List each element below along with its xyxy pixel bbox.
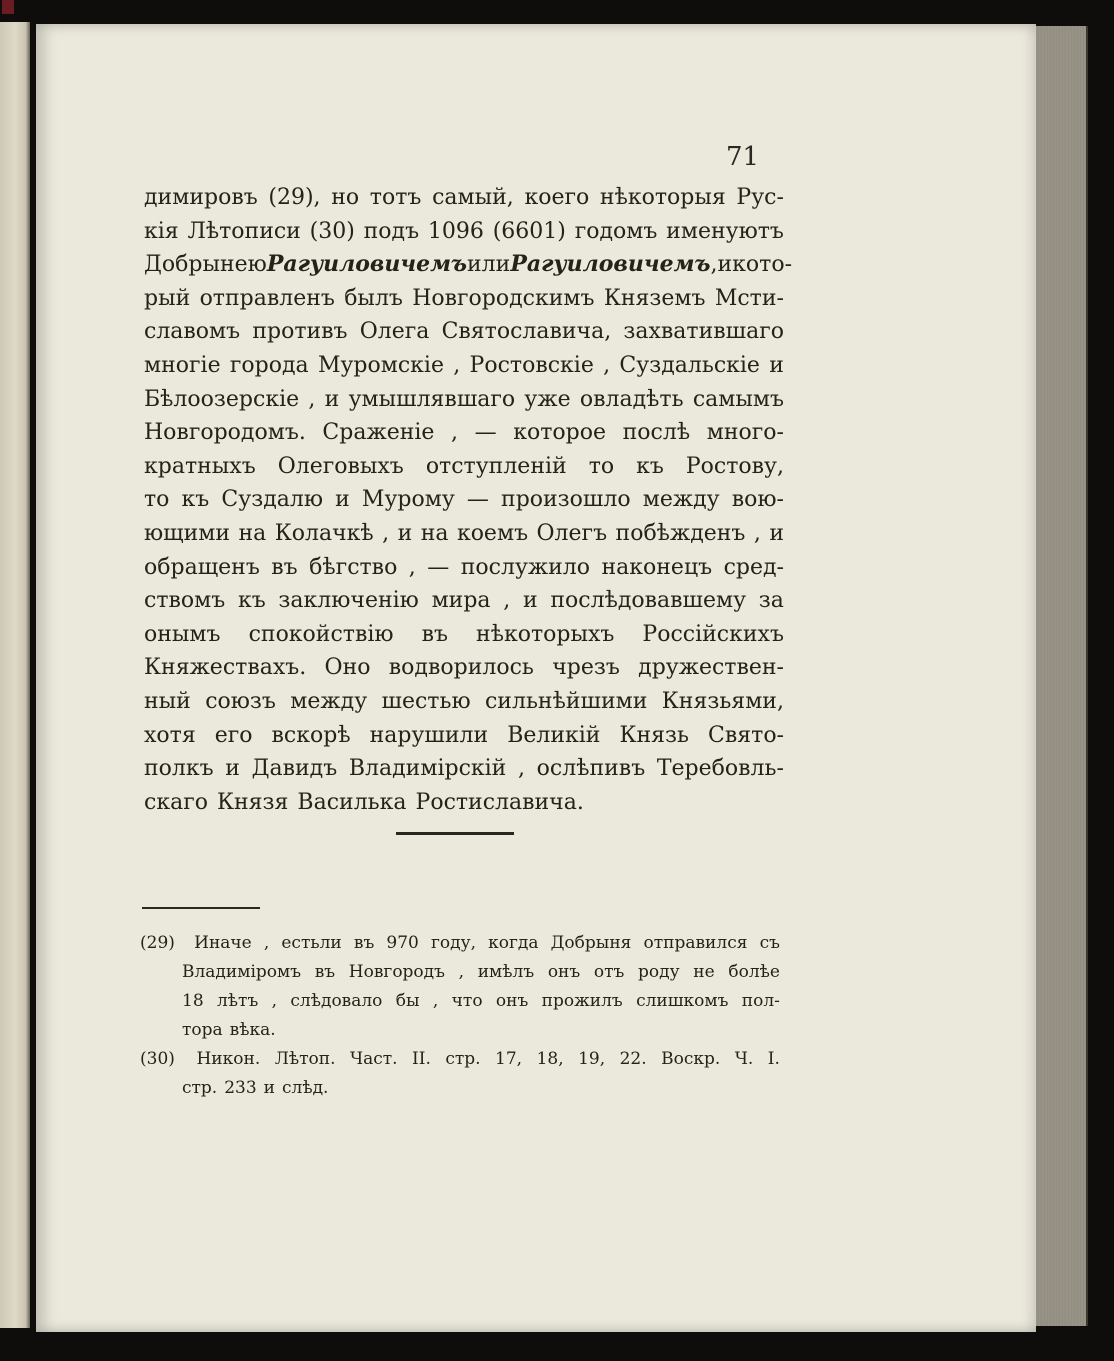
footnote-word: стр.	[182, 1078, 218, 1098]
word: ,	[308, 386, 316, 412]
word: Княжествахъ.	[144, 655, 307, 681]
footnote-word: онъ	[547, 962, 581, 982]
word: и	[225, 756, 240, 782]
word: —	[466, 487, 489, 513]
footnote-separator-rule	[142, 907, 260, 909]
word: Муромскіе	[317, 352, 444, 378]
word: отправленъ	[199, 285, 335, 311]
footnote-word: Добрыня	[550, 933, 632, 953]
footnote-word: 233	[224, 1078, 257, 1098]
word: или	[467, 252, 511, 278]
word: —	[427, 554, 450, 580]
footnote-word: ,	[458, 962, 465, 982]
word: но	[331, 185, 360, 210]
text-line	[144, 719, 784, 753]
footnote-word: 18,	[536, 1049, 564, 1069]
footnote-word: имѣлъ	[477, 962, 535, 982]
word: годомъ	[574, 218, 658, 244]
word: къ	[181, 487, 210, 513]
text-line	[144, 551, 784, 585]
text-line	[144, 685, 784, 719]
footnote-word: онъ	[495, 991, 529, 1011]
footnote-line	[140, 1074, 780, 1103]
word: самымъ	[692, 386, 784, 412]
word: Теребовль-	[656, 756, 784, 782]
word: (29),	[268, 185, 321, 210]
word: Князя	[216, 789, 289, 815]
word: Добрынею	[144, 252, 267, 278]
footnote-word: Част.	[349, 1049, 398, 1069]
word: кото-	[732, 252, 793, 278]
footnote-word: пол-	[741, 991, 780, 1011]
word: ,	[603, 352, 611, 378]
word: къ	[636, 453, 664, 479]
word: многіе	[144, 352, 221, 378]
word: Святославича,	[441, 319, 612, 345]
word: Князьями,	[661, 688, 784, 714]
word: ющими	[144, 520, 231, 546]
word: спокойствію	[248, 621, 394, 647]
main-text	[144, 181, 793, 819]
word: противъ	[252, 319, 348, 345]
footnote-word: болѣе	[728, 962, 780, 982]
word: ,	[451, 420, 459, 446]
word: Рус-	[736, 185, 784, 210]
footnote-marker: (29)	[140, 933, 175, 953]
word: Суздальскіе	[619, 352, 760, 378]
word: 1096	[427, 218, 484, 244]
footnote-word: 19,	[578, 1049, 606, 1069]
text-line	[144, 282, 784, 316]
footnote-word: Ч.	[734, 1049, 754, 1069]
word: ,	[503, 588, 511, 614]
footnote-word: лѣтъ	[217, 991, 259, 1011]
ribbon-marker	[2, 0, 14, 14]
word: коемъ	[456, 520, 529, 546]
word: въ	[271, 554, 298, 580]
footnote-word: году,	[430, 933, 476, 953]
word: чрезъ	[552, 655, 620, 681]
footnote-word: естьли	[281, 933, 342, 953]
word: Олега	[359, 319, 430, 345]
text-line	[144, 483, 784, 517]
footnote-word: въ	[314, 962, 336, 982]
word: побѣжденъ	[615, 520, 746, 546]
page-block-edge	[1030, 26, 1088, 1326]
word: водворилось	[388, 655, 534, 681]
word: Новгородомъ.	[144, 420, 306, 446]
footnote-word: вѣка.	[229, 1020, 276, 1040]
text-line	[144, 450, 784, 484]
word: произошло	[501, 487, 631, 513]
word: Рагуиловичемъ	[510, 251, 711, 278]
footnote-word: 17,	[495, 1049, 523, 1069]
text-line	[144, 752, 784, 786]
word: сред-	[723, 554, 784, 580]
word: послужило	[460, 554, 591, 580]
word: ,	[710, 252, 718, 278]
word: Ростову,	[685, 453, 784, 479]
footnote-word: что	[451, 991, 483, 1011]
footnote-word: прожилъ	[541, 991, 623, 1011]
word: на	[420, 520, 449, 546]
word: то	[588, 453, 615, 479]
footnote-word: 22.	[619, 1049, 647, 1069]
word: и	[522, 588, 538, 614]
footnote-word: стр.	[445, 1049, 481, 1069]
word: уже	[524, 386, 571, 412]
footnote-word: ,	[432, 991, 439, 1011]
word: димировъ	[144, 185, 258, 210]
word: Давидъ	[251, 756, 338, 782]
word: дружествен-	[638, 655, 784, 681]
text-line	[144, 383, 784, 417]
footnote-line	[140, 1016, 780, 1045]
footnote-line	[140, 987, 780, 1016]
text-line	[144, 584, 784, 618]
text-line	[144, 215, 784, 249]
word: рый	[144, 285, 191, 311]
word: Княземъ	[603, 285, 706, 311]
footnote-word: роду	[638, 962, 680, 982]
word: бѣгство	[309, 554, 398, 580]
word: города	[229, 352, 309, 378]
word: Мсти-	[714, 285, 784, 311]
word: заключенію	[278, 588, 419, 614]
word: (30)	[309, 218, 355, 244]
word: (6601)	[492, 218, 566, 244]
text-line	[144, 181, 784, 215]
footnotes	[140, 929, 780, 1103]
word: вскорѣ	[271, 722, 351, 748]
word: кратныхъ	[144, 453, 256, 479]
footnote-word: отъ	[593, 962, 625, 982]
word: много-	[706, 420, 784, 446]
footnote-word: Новгородъ	[348, 962, 445, 982]
word: Россійскихъ	[642, 621, 784, 647]
word: Сраженіе	[322, 420, 435, 446]
word: овладѣть	[579, 386, 684, 412]
word: Владимірскій	[348, 756, 507, 782]
footnote-word: тора	[182, 1020, 223, 1040]
footnote-word: когда	[488, 933, 539, 953]
word: славомъ	[144, 319, 241, 345]
text-line	[144, 618, 784, 652]
footnote-line	[140, 929, 780, 958]
word: ослѣпивъ	[536, 756, 646, 782]
word: отступленій	[425, 453, 567, 479]
word: союзъ	[205, 688, 276, 714]
word: ,	[408, 554, 416, 580]
section-divider-rule	[396, 832, 514, 835]
footnote-word: 18	[182, 991, 204, 1011]
word: въ	[421, 621, 448, 647]
footnote-word: Воскр.	[661, 1049, 721, 1069]
footnote-word: Никон.	[196, 1049, 261, 1069]
book-page	[36, 24, 1036, 1332]
word: мира	[431, 588, 491, 614]
footnote-word: слѣдовало	[290, 991, 383, 1011]
footnote-word: отправился	[643, 933, 748, 953]
word: Лѣтописи	[187, 218, 301, 244]
word: подъ	[363, 218, 420, 244]
footnote-word: бы	[395, 991, 420, 1011]
word: ,	[753, 520, 761, 546]
word: и	[324, 386, 340, 412]
word: и	[769, 352, 784, 378]
word: былъ	[344, 285, 403, 311]
footnote-word: Лѣтоп.	[274, 1049, 336, 1069]
word: между	[642, 487, 720, 513]
word: послѣдовавшему	[550, 588, 747, 614]
word: Олегъ	[536, 520, 608, 546]
word: полкъ	[144, 756, 214, 782]
word: и	[769, 520, 784, 546]
text-line	[144, 651, 784, 685]
word: Бѣлоозерскіе	[144, 386, 300, 412]
word: Ростиславича.	[415, 789, 584, 815]
footnote-marker: (30)	[140, 1049, 175, 1069]
word: кія	[144, 218, 179, 244]
footnote-word: не	[693, 962, 715, 982]
word: между	[290, 688, 368, 714]
word: вою-	[731, 487, 784, 513]
word: Князь	[619, 722, 690, 748]
word: захватившаго	[623, 319, 784, 345]
footnote-word: Владиміромъ	[182, 962, 302, 982]
word: шестью	[381, 688, 471, 714]
word: хотя	[144, 722, 196, 748]
word: Ростовскіе	[469, 352, 594, 378]
word: Рагуиловичемъ	[266, 251, 467, 278]
word: его	[214, 722, 253, 748]
word: Олеговыхъ	[277, 453, 404, 479]
word: Оно	[324, 655, 371, 681]
word: къ	[237, 588, 266, 614]
footnote-word: съ	[759, 933, 780, 953]
left-facing-page	[0, 22, 30, 1328]
word: Колачкѣ	[274, 520, 374, 546]
word: нарушили	[369, 722, 489, 748]
footnote-line	[140, 958, 780, 987]
text-line	[144, 349, 784, 383]
footnote-word: въ	[353, 933, 375, 953]
word: тотъ	[369, 185, 422, 210]
word: онымъ	[144, 621, 221, 647]
word: наконецъ	[601, 554, 713, 580]
word: самый,	[432, 185, 514, 210]
word: коего	[524, 185, 590, 210]
footnote-line	[140, 1045, 780, 1074]
word: которое	[513, 420, 607, 446]
word: Свято-	[708, 722, 784, 748]
word: ,	[518, 756, 526, 782]
footnote-word: слишкомъ	[636, 991, 729, 1011]
word: —	[474, 420, 497, 446]
footnote-word: слѣд.	[282, 1078, 329, 1098]
text-line	[144, 786, 784, 820]
footnote-word: 970	[386, 933, 419, 953]
word: ный	[144, 688, 191, 714]
word: Великій	[507, 722, 601, 748]
page-number: 71	[726, 142, 760, 172]
word: и	[717, 252, 733, 278]
footnote-word: ,	[271, 991, 278, 1011]
text-line	[144, 416, 784, 450]
word: Новгородскимъ	[412, 285, 595, 311]
word: ствомъ	[144, 588, 226, 614]
word: и	[335, 487, 350, 513]
footnote-word: II.	[412, 1049, 431, 1069]
word: Суздалю	[221, 487, 323, 513]
word: Мурому	[361, 487, 455, 513]
text-line	[144, 248, 793, 282]
word: именуютъ	[666, 218, 784, 244]
word: на	[238, 520, 267, 546]
word: ,	[453, 352, 461, 378]
word: ,	[382, 520, 390, 546]
word: то	[144, 487, 170, 513]
word: сильнѣйшими	[484, 688, 648, 714]
word: нѣкоторыхъ	[476, 621, 615, 647]
text-line	[144, 315, 784, 349]
footnote-word: I.	[767, 1049, 780, 1069]
word: обращенъ	[144, 554, 260, 580]
word: и	[397, 520, 413, 546]
word: за	[758, 588, 784, 614]
text-line	[144, 517, 784, 551]
footnote-word: и	[263, 1078, 276, 1098]
word: послѣ	[622, 420, 691, 446]
footnote-word: Иначе	[194, 933, 252, 953]
word: Василька	[297, 789, 407, 815]
word: умышлявшаго	[348, 386, 516, 412]
word: нѣкоторыя	[599, 185, 726, 210]
footnote-word: ,	[263, 933, 270, 953]
word: скаго	[144, 789, 208, 815]
